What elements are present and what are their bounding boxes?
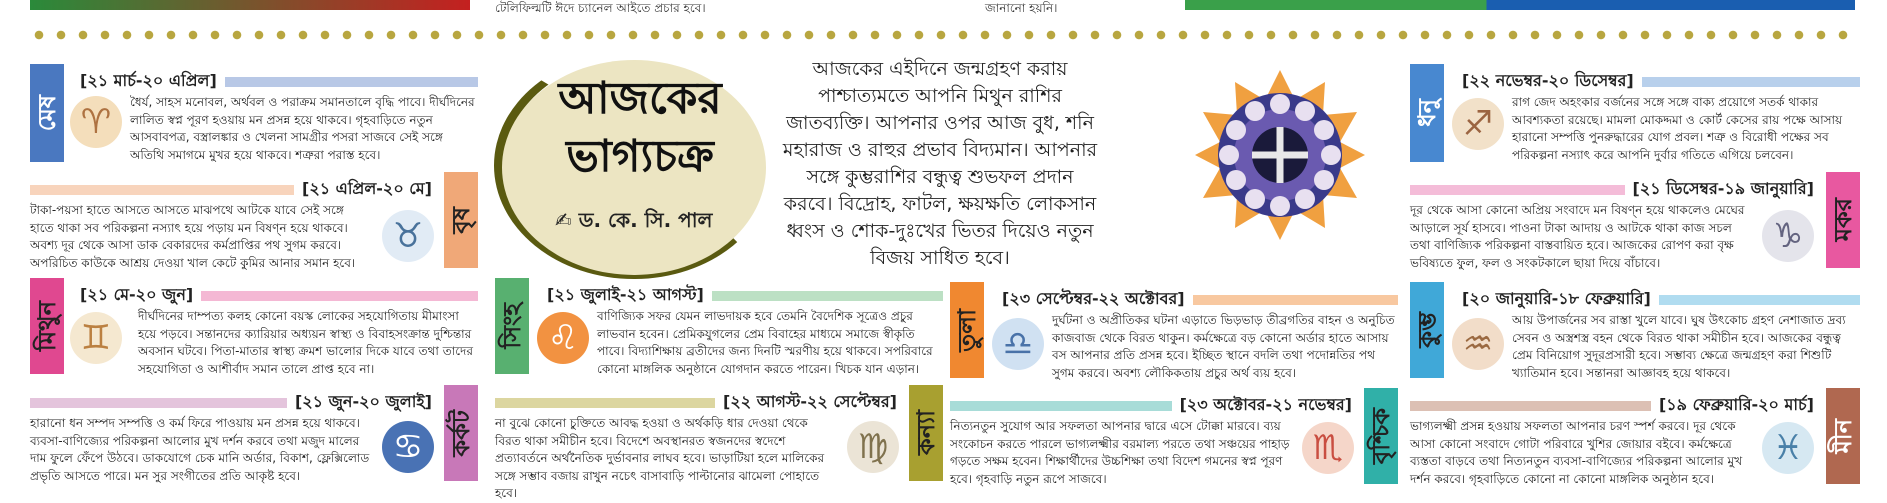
sign-tab-aquarius [1410,282,1444,378]
sign-scorpio [950,388,1398,492]
sign-gemini [30,278,478,382]
header-stripe [1193,295,1398,305]
sign-name-libra: তুলা [953,308,981,352]
header-stripe [1659,295,1860,305]
header-stripe [712,291,943,301]
sign-tab-taurus [444,172,478,268]
sign-tab-gemini [30,278,64,374]
intro-text: আজকের এইদিনে জন্মগ্রহণ করায় পাশ্চাত্যমতে আপনি মিথুন রাশির জাতব্যক্তি। আপনার ওপর আজ বুধ, শনি মহারাজ ও রাহুর প্রভাব বিদ্যমান। আপনার সঙ্গে কুম্ভরাশির বন্ধুত্ব শুভফল প্রদান করবে। বিদ্রোহ, ফাটল, ক্ষয়ক্ষতি লোকসান ধ্বংস ও শোক-দুঃখের ভিতর দিয়েও নতুন বিজয় সাধিত হবে। [782,58,1098,269]
top-color-bar-right [1185,0,1855,10]
sign-aries [30,64,478,170]
sign-date-sagittarius: [২২ নভেম্বর-২০ ডিসেম্বর] [1462,71,1634,90]
sign-name-gemini: মিথুন [33,300,61,352]
header-stripe [30,398,287,408]
taurus-icon: ♉ [382,210,434,262]
header-stripe [1642,77,1860,87]
sign-libra [950,282,1398,386]
sign-sagittarius [1410,64,1860,170]
header-stripe [950,401,1172,411]
sign-name-cancer: কর্কট [447,409,475,457]
sign-name-leo: সিংহ [498,303,526,349]
top-snippet-right: জানানো হয়নি। [985,1,1058,15]
sign-tab-pisces [1826,388,1860,484]
gemini-icon: ♊ [70,312,122,364]
header-stripe [30,185,294,195]
header-stripe [225,77,478,87]
title-line-2: ভাগ্যচক্র [566,131,714,182]
aries-icon: ♈ [70,96,122,148]
sign-text-taurus: টাকা-পয়সা হাতে আসতে আসতে মাঝপথে আটকে যাবে সেই সঙ্গে হাতে থাকা সব পরিকল্পনা নস্যাৎ হয়ে পড়ায় মন বিষণ্ন হয়ে থাকবে। অবশ্য দূর থেকে আসা ডাক বেকারদের কর্মপ্রাপ্তির পথ সুগম করবে। অপরিচিত কাউকে আশ্রয় দেওয়া খাল কেটে কুমির আনার সমান হবে। [30,203,356,270]
pen-icon: ✍ [555,208,579,232]
sign-date-aquarius: [২০ জানুয়ারি-১৮ ফেব্রুয়ারি] [1462,289,1651,308]
pisces-icon: ♓ [1762,422,1814,474]
top-snippet-left: টেলিফিল্মটি ঈদে চ্যানেল আইতে প্রচার হবে। [495,1,706,15]
sign-name-taurus: বৃষ [447,206,475,234]
sign-text-gemini: দীর্ঘদিনের দাম্পত্য কলহ কোনো বয়স্ক লোকের সহযোগিতায় মীমাংসা হয়ে পড়বে। সন্তানদের ক্যারিয়ার অধ্যয়ন স্বাস্থ্য ও বিবাহসংক্রান্ত দুশ্চিন্তার অবসান ঘটবে। পিতা-মাতার স্বাস্থ্য ক্রমশ ভালোর দিকে যাবে তথা তাদের সহযোগিতা ও আশীর্বাদ সমান তালে প্রাপ্ত হবে না। [138,309,473,376]
sign-date-pisces: [১৯ ফেব্রুয়ারি-২০ মার্চ] [1658,395,1814,414]
sign-tab-scorpio [1364,388,1398,484]
sign-text-scorpio: নিত্যনতুন সুযোগ আর সফলতা আপনার দ্বারে এসে টোক্কা মারবে। ব্যয় সংকোচন করতে পারলে ভাগ্যলক্ষ্মীর বরমাল্য পরতে তথা সঞ্চয়ের পাহাড় গড়তে সক্ষম হবেন। শিক্ষার্থীদের উচ্চশিক্ষা তথা বিদেশ গমনের স্বপ্ন পূরণ হবে। গৃহবাড়ি নতুন রূপে সাজবে। [950,419,1290,486]
sign-name-aries: মেষ [33,94,61,132]
dotted-divider [28,28,1858,42]
header-stripe [201,291,478,301]
sign-text-aries: ধৈর্য, সাহস মনোবল, অর্থবল ও পরাক্রম সমানতালে বৃদ্ধি পাবে। দীর্ঘদিনের লালিত স্বপ্ন পূরণ হওয়ায় মন প্রসন্ন হয়ে থাকবে। গৃহবাড়িতে নতুন আসবাবপত্র, বস্ত্রালঙ্কার ও খেলনা সামগ্রীর পসরা সাজবে সেই সঙ্গে অতিথি সমাগমে মুখর হয়ে থাকবে। শত্রুরা পরাস্ত হবে। [130,95,475,162]
sign-date-taurus: [২১ এপ্রিল-২০ মে] [302,179,432,198]
sign-text-aquarius: আয় উপার্জনের সব রাস্তা খুলে যাবে। ঘুষ উৎকোচ গ্রহণ নেশাজাত দ্রব্য সেবন ও অস্ত্রশস্ত্র বহন থেকে বিরত থাকা সমীচীন হবে। আজকের বন্ধুত্ব প্রেম বিনিয়োগ সুদূরপ্রসারী হবে। সম্ভাব্য ক্ষেত্রে জন্মগ্রহণ করা শিশুটি খ্যাতিমান হবে। সন্তানরা আজ্ঞাবহ হয়ে থাকবে। [1512,313,1846,380]
sagittarius-icon: ♐ [1452,98,1504,150]
sign-name-capricorn: মকর [1829,198,1857,242]
sign-text-libra: দুর্ঘটনা ও অপ্রীতিকর ঘটনা এড়াতে ভিড়ভাড় তীব্রগতির বাহন ও অনুচিত কাজবাজ থেকে বিরত থাকুন। কর্মক্ষেত্রে বড় কোনো অর্ডার হাতে আসায় বস আপনার প্রতি প্রসন্ন হবে। ইচ্ছিত স্থানে বদলি তথা পদোন্নতির পথ সুগম করবে। অবশ্য লৌকিকতায় প্রচুর অর্থ ব্যয় হবে। [1052,313,1395,380]
virgo-icon: ♍ [847,421,899,473]
author-name: ড. কে. সি. পাল [578,208,713,232]
sign-name-aquarius: কুম্ভ [1413,312,1441,348]
sign-tab-leo [495,278,529,374]
sign-date-gemini: [২১ মে-২০ জুন] [80,285,194,304]
sign-text-leo: বাণিজ্যিক সফর যেমন লাভদায়ক হবে তেমনি বৈদেশিক সূত্রেও প্রচুর লাভবান হবেন। প্রেমিকযুগলের প্রেম বিবাহের মাধ্যমে সমাজে স্বীকৃতি পাবে। বিদ্যাশিক্ষায় ব্রতীদের জন্য দিনটি স্মরণীয় হয়ে থাকবে। সপরিবারে কোনো মাঙ্গলিক অনুষ্ঠানে যোগদান করতে পারেন। খিচক যান এড়ান। [597,309,933,376]
sign-name-scorpio: বৃশ্চিক [1367,407,1395,465]
leo-icon: ♌ [537,312,589,364]
sign-date-aries: [২১ মার্চ-২০ এপ্রিল] [80,71,217,90]
sign-name-pisces: মীন [1829,418,1857,454]
sign-date-scorpio: [২৩ অক্টোবর-২১ নভেম্বর] [1179,395,1352,414]
sign-cancer [30,385,478,491]
sign-text-pisces: ভাগ্যলক্ষ্মী প্রসন্ন হওয়ায় সফলতা আপনার চরণ স্পর্শ করবে। দূর থেকে আসা কোনো সংবাদে গোটা পরিবারে খুশির জোয়ার বইবে। কর্মক্ষেত্রে ব্যস্ততা বাড়বে তথা নিত্যনতুন ব্যবসা-বাণিজ্যের পরিকল্পনা আলোর মুখ দর্শন করবে। গৃহবাড়িতে কোনো না কোনো মাঙ্গলিক অনুষ্ঠান হবে। [1410,419,1743,486]
sign-tab-capricorn [1826,172,1860,268]
sign-pisces [1410,388,1860,492]
zodiac-wheel-icon [1195,70,1365,240]
capricorn-icon: ♑ [1762,210,1814,262]
sign-aquarius [1410,282,1860,386]
header-stripe [495,398,715,408]
sign-date-leo: [২১ জুলাই-২১ আগস্ট] [547,285,704,304]
libra-icon: ♎ [992,318,1044,370]
sign-date-virgo: [২২ আগস্ট-২২ সেপ্টেম্বর] [723,392,897,411]
title-line-1: আজকের [558,73,722,124]
sign-text-sagittarius: রাগ জেদ অহংকার বর্জনের সঙ্গে সঙ্গে বাক্য প্রয়োগে সতর্ক থাকার আবশ্যকতা রয়েছে। মামলা মোকদ্দমা ও কোর্ট কেসের রায় পক্ষে আসায় হারানো সম্পত্তি পুনরুদ্ধারের যোগ প্রবল। শত্রু ও বিরোধী পক্ষের সব পরিকল্পনা নস্যাৎ করে আপনি দুর্বার গতিতে এগিয়ে চলবেন। [1512,95,1843,162]
sign-tab-aries [30,64,64,162]
sign-tab-cancer [444,385,478,481]
aquarius-icon: ♒ [1452,318,1504,370]
sign-name-virgo: কন্যা [912,410,940,456]
sign-date-libra: [২৩ সেপ্টেম্বর-২২ অক্টোবর] [1002,289,1185,308]
sign-tab-sagittarius [1410,64,1444,162]
sign-text-cancer: হারানো ধন সম্পদ সম্পত্তি ও কর্ম ফিরে পাওয়ায় মন প্রসন্ন হয়ে থাকবে। ব্যবসা-বাণিজ্যের পরিকল্পনা আলোর মুখ দর্শন করবে তথা মজুদ মালের দাম ফুলে ফেঁপে উঠবে। ডাকযোগে চেক মানি অর্ডার, বিকাশ, ফ্লেক্সিলোড প্রভৃতি আসতে পারে। মন সুর সংগীতের প্রতি আকৃষ্ট হবে। [30,416,370,483]
sign-tab-libra [950,282,984,378]
sign-capricorn [1410,172,1860,276]
page-title [520,70,760,186]
sign-virgo [495,385,943,500]
sign-text-virgo: না বুঝে কোনো চুক্তিতে আবদ্ধ হওয়া ও অর্থকড়ি ধার দেওয়া থেকে বিরত থাকা সমীচীন হবে। বিদেশে অবস্থানরত স্বজনদের স্বদেশে প্রত্যাবর্তনে অর্থনৈতিক দুর্ভাবনার লাঘব হবে। ভাড়াটিয়া হলে মালিকের সঙ্গে সম্ভাব বজায় রাখুন নচেৎ বাসাবাড়ি পাল্টানোর ঝামেলা পোহাতে হবে। [495,416,825,500]
sign-text-capricorn: দূর থেকে আসা কোনো অপ্রিয় সংবাদে মন বিষণ্ন হয়ে থাকলেও মেঘের আড়ালে সূর্য হাসবে। পাওনা টাকা আদায় ও আটকে থাকা কাজ সচল তথা বাণিজ্যিক পরিকল্পনা বাস্তবায়িত হবে। আজকের রোপণ করা বৃক্ষ ভবিষ্যতে ফুল, ফল ও সংকটকালে ছায়া দিয়ে বাঁচাবে। [1410,203,1745,270]
sign-tab-virgo [909,385,943,481]
scorpio-icon: ♏ [1302,422,1354,474]
sign-leo [495,278,943,382]
sign-taurus [30,172,478,276]
top-color-bar-left [30,0,470,10]
sign-name-sagittarius: ধনু [1413,99,1441,127]
sign-date-cancer: [২১ জুন-২০ জুলাই] [294,392,432,411]
author-line [555,206,712,239]
sign-date-capricorn: [২১ ডিসেম্বর-১৯ জানুয়ারি] [1632,179,1814,198]
header-stripe [1410,185,1625,195]
cancer-icon: ♋ [382,421,434,473]
header-stripe [1410,401,1651,411]
